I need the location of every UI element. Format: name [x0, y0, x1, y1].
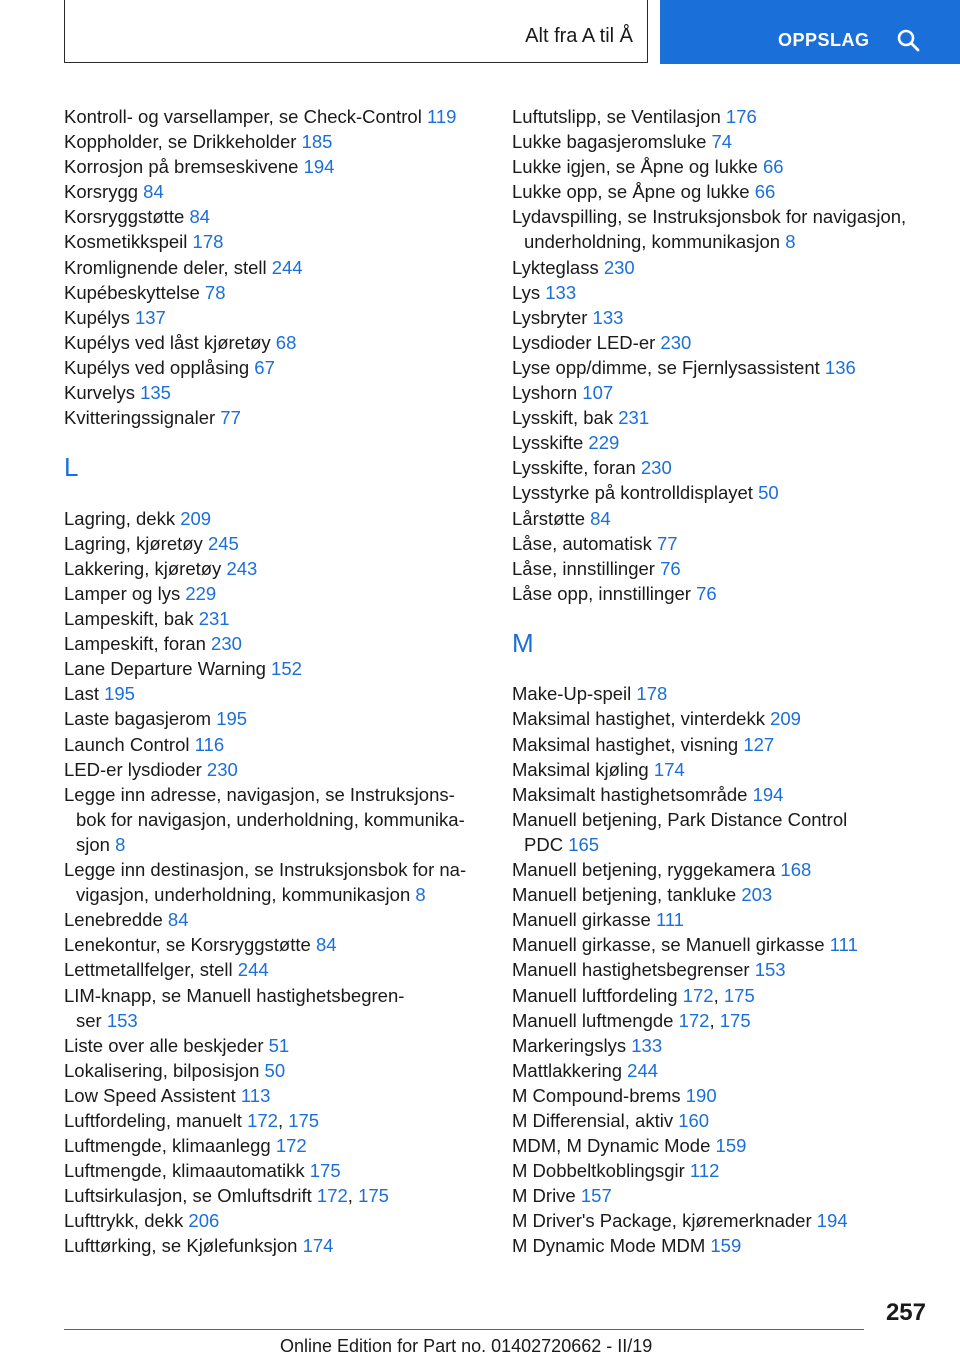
index-entry	[64, 857, 484, 907]
index-term: Manuell betjening, tankluke	[512, 884, 737, 906]
index-term-continuation: ser	[76, 1009, 102, 1031]
index-entry	[64, 179, 484, 204]
index-term: Lukke bagasjeromsluke	[512, 131, 707, 153]
page-reference-link[interactable]: 67	[254, 356, 275, 378]
index-term: Kurvelys	[64, 382, 135, 404]
lookup-tab-label: OPPSLAG	[778, 30, 870, 50]
index-entry	[64, 1033, 484, 1058]
lookup-tab[interactable]	[660, 0, 960, 64]
page-reference-link[interactable]: 172	[316, 1185, 348, 1207]
page-reference-link[interactable]: 84	[167, 909, 189, 931]
index-term: Lokalisering, bilposisjon	[64, 1059, 260, 1081]
index-entry	[64, 229, 484, 254]
page-reference-link[interactable]: 190	[685, 1084, 717, 1106]
page-reference-link[interactable]: 68	[275, 331, 297, 353]
index-term: M Dynamic Mode MDM	[512, 1235, 706, 1257]
index-term: Luftmengde, klimaautomatikk	[64, 1160, 305, 1182]
index-term: Kupébeskyttelse	[64, 281, 200, 303]
index-entry	[512, 506, 932, 531]
index-term: Legge inn destinasjon, se Instruksjonsbok for na-	[64, 859, 467, 881]
page-reference-link[interactable]: 111	[655, 909, 685, 931]
index-term: LIM-knapp, se Manuell hastighetsbegren-	[64, 984, 405, 1006]
index-entry	[64, 355, 484, 380]
page-reference-link[interactable]: 133	[545, 281, 577, 303]
index-entry	[512, 204, 932, 254]
page-reference-link[interactable]: 175	[723, 984, 755, 1006]
index-entry	[64, 782, 484, 857]
page-reference-link[interactable]: 203	[741, 884, 773, 906]
page-reference-link[interactable]: 107	[582, 382, 614, 404]
index-term: Lysskifte	[512, 432, 584, 454]
index-term: Lenekontur, se Korsryggstøtte	[64, 934, 311, 956]
page-reference-link[interactable]: 153	[754, 959, 786, 981]
index-entry: Luftsirkulasjon, se Omluftsdrift 172, 175	[64, 1185, 389, 1207]
index-entry	[512, 1058, 932, 1083]
index-entry	[512, 1133, 932, 1158]
index-entry	[64, 280, 484, 305]
page-reference-link[interactable]: 195	[216, 708, 248, 730]
index-entry	[64, 556, 484, 581]
page-reference-link[interactable]: 51	[268, 1034, 290, 1056]
index-term: Lamper og lys	[64, 583, 181, 604]
page-reference-link[interactable]: 168	[780, 859, 812, 881]
page-reference-link[interactable]: 78	[204, 281, 226, 303]
page-reference-link[interactable]: 152	[271, 658, 302, 680]
index-term: Lufttørking, se Kjølefunksjon	[64, 1235, 298, 1257]
index-entry	[512, 1233, 932, 1258]
index-entry	[512, 1108, 932, 1133]
page-reference-link[interactable]: 244	[271, 256, 303, 278]
page-reference-link[interactable]: 230	[603, 256, 635, 278]
index-letter-heading: M	[512, 627, 534, 658]
index-entry	[64, 1233, 484, 1258]
index-term: Lys	[512, 281, 541, 303]
page-reference-link[interactable]: 159	[710, 1235, 742, 1257]
index-term: Low Speed Assistent	[64, 1084, 236, 1106]
index-term: Lakkering, kjøretøy	[64, 557, 222, 579]
index-entry: Manuell luftfordeling 172, 175	[512, 984, 755, 1006]
page-reference-link[interactable]: 8	[415, 884, 426, 906]
index-term: Luftsirkulasjon, se Omluftsdrift	[64, 1185, 312, 1207]
index-entry	[64, 531, 484, 556]
index-entry	[512, 430, 932, 455]
index-entry	[512, 255, 932, 280]
index-term: Lyshorn	[512, 382, 578, 404]
page-reference-link[interactable]: 135	[140, 382, 171, 404]
index-entry	[64, 757, 484, 782]
index-entry	[64, 631, 484, 656]
index-term: Lagring, dekk	[64, 507, 176, 529]
index-entry	[64, 405, 484, 430]
index-entry	[512, 129, 932, 154]
index-term: M Driver's Package, kjøremerknader	[512, 1210, 812, 1232]
index-column-left	[64, 104, 484, 1259]
index-entry	[512, 957, 932, 982]
page-reference-link[interactable]: 230	[211, 633, 242, 655]
page-reference-link[interactable]: 195	[104, 683, 135, 705]
index-entry	[64, 656, 484, 681]
page-reference-link[interactable]: 194	[752, 783, 784, 805]
page-number: 257	[885, 1299, 926, 1326]
index-term: Lårstøtte	[512, 507, 585, 529]
page-reference-link[interactable]: 50	[264, 1059, 286, 1081]
index-entry	[512, 1208, 932, 1233]
page-reference-link[interactable]: 175	[358, 1185, 389, 1207]
index-term: Maksimal hastighet, vinterdekk	[512, 708, 765, 730]
index-term-continuation: underholdning, kommunikasjon	[524, 231, 781, 253]
index-entry	[64, 1158, 484, 1183]
index-entry	[64, 1133, 484, 1158]
page-reference-link[interactable]: 136	[824, 356, 856, 378]
search-icon	[896, 28, 920, 52]
page-reference-link[interactable]: 127	[743, 733, 775, 755]
index-entry	[512, 179, 932, 204]
index-entry	[64, 907, 484, 932]
index-entry	[512, 455, 932, 480]
index-term: Lenebredde	[64, 909, 163, 931]
section-title: Alt fra A til Å	[525, 25, 633, 47]
index-entry	[64, 255, 484, 280]
page-reference-link[interactable]: 230	[640, 457, 672, 479]
page-reference-link[interactable]: 231	[618, 407, 650, 429]
footer-divider	[64, 1329, 864, 1330]
index-entry	[512, 907, 932, 932]
index-entry	[512, 330, 932, 355]
page-reference-link[interactable]: 112	[689, 1160, 720, 1182]
index-entry: Luftfordeling, manuelt 172, 175	[64, 1109, 320, 1131]
page-reference-link[interactable]: 76	[660, 557, 681, 579]
index-term: Launch Control	[64, 733, 190, 755]
index-term: Legge inn adresse, navigasjon, se Instruksjons-	[64, 783, 455, 805]
index-term: Luftmengde, klimaanlegg	[64, 1135, 271, 1157]
page-reference-link[interactable]: 175	[719, 1009, 751, 1031]
index-entry	[64, 330, 484, 355]
page-reference-link[interactable]: 111	[829, 934, 858, 956]
page-reference-link[interactable]: 230	[206, 758, 238, 780]
page-reference-link[interactable]: 8	[115, 833, 126, 855]
index-term: Lysstyrke på kontrolldisplayet	[512, 482, 753, 504]
index-term: Lyse opp/dimme, se Fjernlysassistent	[512, 356, 820, 378]
page-reference-link[interactable]: 244	[237, 959, 269, 981]
index-entry	[64, 1083, 484, 1108]
index-entry	[64, 204, 484, 229]
page-reference-link[interactable]: 209	[180, 507, 212, 529]
index-entry	[64, 706, 484, 731]
index-entry	[512, 857, 932, 882]
page-reference-link[interactable]: 176	[725, 106, 757, 127]
index-term: Kromlignende deler, stell	[64, 256, 267, 278]
index-entry	[64, 606, 484, 631]
index-term: Lykteglass	[512, 256, 599, 278]
index-term: Maksimal kjøling	[512, 758, 649, 780]
index-term: Manuell girkasse, se Manuell girkasse	[512, 934, 825, 956]
index-entry	[512, 782, 932, 807]
index-entry	[512, 732, 932, 757]
index-term: M Dobbeltkoblingsgir	[512, 1160, 685, 1182]
index-entry	[64, 681, 484, 706]
index-term: M Differensial, aktiv	[512, 1109, 674, 1131]
page-reference-link[interactable]: 74	[711, 131, 733, 153]
page-reference-link[interactable]: 178	[192, 231, 224, 253]
index-entry	[512, 305, 932, 330]
index-term: Lufttrykk, dekk	[64, 1210, 184, 1232]
index-term: Lysskifte, foran	[512, 457, 636, 479]
page-reference-link[interactable]: 159	[715, 1135, 747, 1157]
index-entry	[512, 154, 932, 179]
page-reference-link[interactable]: 137	[134, 306, 166, 328]
index-term: Korrosjon på bremseskivene	[64, 156, 299, 178]
index-term: Kupélys ved låst kjøretøy	[64, 331, 271, 353]
index-entry	[64, 380, 484, 405]
index-entry	[512, 405, 932, 430]
index-entry	[64, 732, 484, 757]
page-reference-link[interactable]: 172	[275, 1135, 307, 1157]
index-entry	[64, 506, 484, 531]
index-entry	[64, 305, 484, 330]
index-term: Lysbryter	[512, 306, 588, 328]
page-reference-link[interactable]: 172	[247, 1109, 278, 1131]
index-entry	[512, 807, 932, 857]
page-reference-link[interactable]: 229	[588, 432, 620, 454]
index-column-right	[512, 104, 932, 1259]
index-term: Luftutslipp, se Ventilasjon	[512, 106, 721, 127]
index-entry	[512, 556, 932, 581]
page-reference-link[interactable]: 66	[754, 181, 776, 203]
index-entry	[64, 1058, 484, 1083]
index-entry	[64, 1208, 484, 1233]
index-entry	[512, 1183, 932, 1208]
index-term: Låse opp, innstillinger	[512, 582, 691, 604]
index-entry: Manuell luftmengde 172, 175	[512, 1009, 751, 1031]
page-reference-link[interactable]: 84	[189, 206, 211, 228]
index-term: Manuell girkasse	[512, 909, 651, 931]
index-term: Manuell luftmengde	[512, 1009, 674, 1031]
index-term: Lydavspilling, se Instruksjonsbok for navigasjon,	[512, 206, 907, 228]
page-reference-link[interactable]: 165	[568, 833, 600, 855]
index-term: Lettmetallfelger, stell	[64, 959, 233, 981]
index-letter-heading: L	[64, 452, 79, 483]
index-term: Lampeskift, foran	[64, 633, 206, 655]
page-reference-link[interactable]: 244	[627, 1059, 659, 1081]
page-reference-link[interactable]: 185	[301, 131, 333, 153]
index-term: Maksimalt hastighetsområde	[512, 783, 748, 805]
index-term: M Compound-brems	[512, 1084, 681, 1106]
index-entry	[64, 129, 484, 154]
page-reference-link[interactable]: 116	[194, 733, 225, 755]
index-term: Lukke opp, se Åpne og lukke	[512, 181, 750, 203]
index-term: Make-Up-speil	[512, 683, 632, 705]
index-term: Låse, innstillinger	[512, 557, 655, 579]
index-term-continuation: bok for navigasjon, underholdning, kommunika-	[76, 808, 465, 830]
index-term: Mattlakkering	[512, 1059, 623, 1081]
index-term-continuation: PDC	[524, 833, 564, 855]
page-reference-link[interactable]: 229	[185, 583, 217, 604]
page-reference-link[interactable]: 8	[785, 231, 796, 253]
page-reference-link[interactable]: 178	[636, 683, 668, 705]
index-entry	[64, 154, 484, 179]
index-entry	[512, 355, 932, 380]
index-term: Manuell hastighetsbegrenser	[512, 959, 750, 981]
page-reference-link[interactable]: 174	[653, 758, 685, 780]
page-reference-link[interactable]: 194	[303, 156, 335, 178]
index-entry	[512, 1083, 932, 1108]
index-term-continuation: sjon	[76, 833, 110, 855]
page-reference-link[interactable]: 119	[426, 106, 457, 127]
index-term: Manuell betjening, Park Distance Control	[512, 808, 848, 830]
page-header	[0, 0, 960, 66]
page-reference-link[interactable]: 209	[770, 708, 801, 730]
page-reference-link[interactable]: 84	[315, 934, 337, 956]
index-entry	[512, 1158, 932, 1183]
index-term: Liste over alle beskjeder	[64, 1034, 264, 1056]
index-term: Kontroll- og varsellamper, se Check-Control	[64, 106, 422, 127]
index-term: Lane Departure Warning	[64, 658, 266, 680]
index-term: Laste bagasjerom	[64, 708, 212, 730]
index-term-continuation: vigasjon, underholdning, kommunikasjon	[76, 884, 411, 906]
index-term: Markeringslys	[512, 1034, 627, 1056]
page-reference-link[interactable]: 245	[207, 532, 239, 554]
page-reference-link[interactable]: 76	[696, 582, 717, 604]
index-entry	[512, 681, 932, 706]
index-entry	[64, 983, 484, 1033]
page-reference-link[interactable]: 230	[660, 331, 692, 353]
edition-note: Online Edition for Part no. 01402720662 - II/19	[280, 1336, 653, 1356]
index-entry	[64, 104, 484, 129]
index-entry	[512, 480, 932, 505]
page-reference-link[interactable]: 160	[678, 1109, 710, 1131]
page-reference-link[interactable]: 172	[678, 1009, 710, 1031]
page-reference-link[interactable]: 174	[302, 1235, 334, 1257]
index-term: Lagring, kjøretøy	[64, 532, 203, 554]
index-entry	[512, 882, 932, 907]
page-reference-link[interactable]: 133	[631, 1034, 663, 1056]
page-reference-link[interactable]: 175	[309, 1160, 341, 1182]
page-reference-link[interactable]: 175	[288, 1109, 320, 1131]
index-entry	[512, 706, 932, 731]
page-reference-link[interactable]: 231	[198, 608, 230, 630]
index-term: Kvitteringssignaler	[64, 407, 216, 429]
page-reference-link[interactable]: 153	[106, 1009, 138, 1031]
index-term: Kosmetikkspeil	[64, 231, 188, 253]
index-entry	[512, 932, 932, 957]
page-reference-link[interactable]: 172	[682, 984, 714, 1006]
index-term: Lampeskift, bak	[64, 608, 194, 630]
page-reference-link[interactable]: 206	[188, 1210, 220, 1232]
page-reference-link[interactable]: 66	[762, 156, 784, 178]
index-entry	[512, 581, 932, 606]
page-reference-link[interactable]: 133	[592, 306, 624, 328]
index-entry	[512, 531, 932, 556]
page-reference-link[interactable]: 243	[226, 557, 258, 579]
index-term: Kupélys ved opplåsing	[64, 356, 250, 378]
index-term: MDM, M Dynamic Mode	[512, 1135, 711, 1157]
index-term: Luftfordeling, manuelt	[64, 1109, 242, 1131]
index-term: Lukke igjen, se Åpne og lukke	[512, 156, 758, 178]
index-term: Låse, automatisk	[512, 532, 652, 554]
index-entry	[512, 1033, 932, 1058]
page-reference-link[interactable]: 77	[657, 532, 678, 554]
index-entry	[64, 932, 484, 957]
index-term: LED-er lysdioder	[64, 758, 202, 780]
index-entry	[512, 280, 932, 305]
index-entry	[512, 104, 932, 129]
page-reference-link[interactable]: 194	[816, 1210, 848, 1232]
index-term: M Drive	[512, 1185, 576, 1207]
page-reference-link[interactable]: 50	[758, 482, 779, 504]
index-term: Korsryggstøtte	[64, 206, 185, 228]
page-reference-link[interactable]: 84	[143, 181, 164, 203]
section-tab	[64, 0, 648, 63]
index-entry	[64, 581, 484, 606]
index-term: Manuell luftfordeling	[512, 984, 678, 1006]
page-reference-link[interactable]: 113	[240, 1084, 271, 1106]
index-term: Koppholder, se Drikkeholder	[64, 131, 297, 153]
page-reference-link[interactable]: 84	[590, 507, 611, 529]
index-term: Manuell betjening, ryggekamera	[512, 859, 776, 881]
index-term: Lysdioder LED-er	[512, 331, 656, 353]
index-term: Lysskift, bak	[512, 407, 614, 429]
index-term: Korsrygg	[64, 181, 139, 203]
index-entry	[512, 757, 932, 782]
index-term: Kupélys	[64, 306, 130, 328]
index-term: Last	[64, 683, 99, 705]
index-entry	[512, 380, 932, 405]
index-entry	[64, 957, 484, 982]
index-term: Maksimal hastighet, visning	[512, 733, 739, 755]
page-reference-link[interactable]: 157	[580, 1185, 612, 1207]
page-reference-link[interactable]: 77	[220, 407, 241, 429]
